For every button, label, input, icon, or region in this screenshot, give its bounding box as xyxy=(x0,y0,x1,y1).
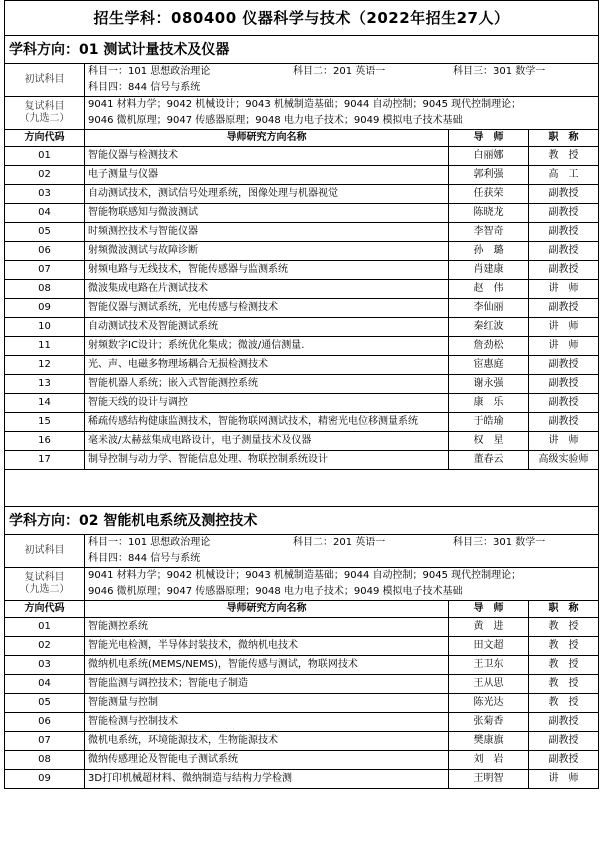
tutor-name: 张菊香 xyxy=(449,713,529,732)
direction-code: 02 xyxy=(5,637,85,656)
direction-code: 14 xyxy=(5,394,85,413)
direction-name: 智能监测与调控技术；智能电子制造 xyxy=(85,675,449,694)
tutor-name: 康 乐 xyxy=(449,394,529,413)
direction-name: 光、声、电磁多物理场耦合无损检测技术 xyxy=(85,356,449,375)
header-title: 职 称 xyxy=(529,130,599,147)
tutor-name: 王从思 xyxy=(449,675,529,694)
table-row xyxy=(5,185,599,204)
table-row xyxy=(5,451,599,470)
direction-code: 01 xyxy=(5,618,85,637)
table-row xyxy=(5,337,599,356)
exam-subject: 科目四：844 信号与系统 xyxy=(88,82,201,93)
direction-code: 08 xyxy=(5,280,85,299)
tutor-title: 副教授 xyxy=(529,185,599,204)
table-row xyxy=(5,413,599,432)
direction-code: 02 xyxy=(5,166,85,185)
direction-code: 10 xyxy=(5,318,85,337)
direction-name: 微波集成电路在片测试技术 xyxy=(85,280,449,299)
tutor-name: 赵 伟 xyxy=(449,280,529,299)
tutor-title: 教 授 xyxy=(529,147,599,166)
direction-name: 智能测量与控制 xyxy=(85,694,449,713)
exam-subject: 科目三：301 数学一 xyxy=(453,537,546,548)
tutor-title: 教 授 xyxy=(529,656,599,675)
table-row xyxy=(5,694,599,713)
direction-code: 06 xyxy=(5,713,85,732)
tutor-name: 刘 岩 xyxy=(449,751,529,770)
tutor-name: 白丽娜 xyxy=(449,147,529,166)
direction-code: 04 xyxy=(5,204,85,223)
tutor-title: 讲 师 xyxy=(529,318,599,337)
tutor-title: 讲 师 xyxy=(529,337,599,356)
tutor-name: 秦红波 xyxy=(449,318,529,337)
table-row xyxy=(5,394,599,413)
direction-code: 17 xyxy=(5,451,85,470)
direction-code: 07 xyxy=(5,732,85,751)
page-title: 招生学科：080400 仪器科学与技术（2022年招生27人） xyxy=(5,1,599,36)
exam-subject: 科目一：101 思想政治理论 xyxy=(88,66,211,77)
direction-name: 自动测试技术，测试信号处理系统，图像处理与机器视觉 xyxy=(85,185,449,204)
exam-subject: 科目二：201 英语一 xyxy=(293,537,386,548)
retest-label xyxy=(5,97,85,130)
direction-name: 射频微波测试与故障诊断 xyxy=(85,242,449,261)
direction-code: 12 xyxy=(5,356,85,375)
direction-code: 03 xyxy=(5,656,85,675)
direction-name: 智能检测与控制技术 xyxy=(85,713,449,732)
exam-subjects-row xyxy=(5,535,599,568)
tutor-name: 董春云 xyxy=(449,451,529,470)
tutor-name: 李仙丽 xyxy=(449,299,529,318)
direction-code: 15 xyxy=(5,413,85,432)
tutor-name: 于皓瑜 xyxy=(449,413,529,432)
table-header-row xyxy=(5,601,599,618)
retest-subjects-row xyxy=(5,568,599,601)
table-row xyxy=(5,656,599,675)
tutor-title: 教 授 xyxy=(529,675,599,694)
tutor-name: 任获荣 xyxy=(449,185,529,204)
direction-heading: 学科方向：01 测试计量技术及仪器 xyxy=(5,36,599,64)
direction-heading-row xyxy=(5,507,599,535)
direction-code: 11 xyxy=(5,337,85,356)
tutor-name: 田文超 xyxy=(449,637,529,656)
direction-code: 01 xyxy=(5,147,85,166)
tutor-title: 副教授 xyxy=(529,242,599,261)
tutor-name: 黄 进 xyxy=(449,618,529,637)
exam-subject: 科目四：844 信号与系统 xyxy=(88,553,201,564)
direction-name: 微纳机电系统(MEMS/NEMS)，智能传感与测试，物联网技术 xyxy=(85,656,449,675)
direction-name: 智能测控系统 xyxy=(85,618,449,637)
tutor-title: 副教授 xyxy=(529,204,599,223)
direction-name: 毫米波/太赫兹集成电路设计，电子测量技术及仪器 xyxy=(85,432,449,451)
tutor-name: 肖建康 xyxy=(449,261,529,280)
tutor-name: 谢永强 xyxy=(449,375,529,394)
direction-name: 电子测量与仪器 xyxy=(85,166,449,185)
tutor-title: 高级实验师 xyxy=(529,451,599,470)
section-spacer xyxy=(5,470,599,507)
direction-name: 智能机器人系统；嵌入式智能测控系统 xyxy=(85,375,449,394)
retest-subjects-row xyxy=(5,97,599,130)
tutor-name: 权 星 xyxy=(449,432,529,451)
direction-name: 微纳传感理论及智能电子测试系统 xyxy=(85,751,449,770)
table-row xyxy=(5,242,599,261)
direction-name: 3D打印机械超材料、微纳制造与结构力学检测 xyxy=(85,770,449,789)
exam-line-1 xyxy=(88,535,595,551)
retest-label-1: 复试科目 xyxy=(24,572,65,583)
table-row xyxy=(5,223,599,242)
direction-name: 稀疏传感结构健康监测技术，智能物联网测试技术，精密光电位移测量系统 xyxy=(85,413,449,432)
tutor-title: 副教授 xyxy=(529,751,599,770)
direction-code: 16 xyxy=(5,432,85,451)
exam-line-2 xyxy=(88,551,595,567)
tutor-title: 副教授 xyxy=(529,713,599,732)
retest-line-1: 9041 材料力学；9042 机械设计；9043 机械制造基础；9044 自动控制；9045 现代控制理论； xyxy=(88,99,522,110)
retest-line-2: 9046 微机原理；9047 传感器原理；9048 电力电子技术；9049 模拟电子技术基础 xyxy=(88,586,463,597)
header-direction: 导师研究方向名称 xyxy=(85,601,449,618)
header-tutor: 导 师 xyxy=(449,130,529,147)
direction-name: 智能仪器与检测技术 xyxy=(85,147,449,166)
direction-code: 04 xyxy=(5,675,85,694)
direction-name: 微机电系统，环境能源技术，生物能源技术 xyxy=(85,732,449,751)
table-row xyxy=(5,318,599,337)
direction-code: 07 xyxy=(5,261,85,280)
tutor-title: 副教授 xyxy=(529,299,599,318)
table-row xyxy=(5,204,599,223)
table-row xyxy=(5,770,599,789)
admission-table xyxy=(4,0,599,789)
tutor-title: 副教授 xyxy=(529,223,599,242)
tutor-name: 李智奇 xyxy=(449,223,529,242)
header-direction: 导师研究方向名称 xyxy=(85,130,449,147)
direction-code: 13 xyxy=(5,375,85,394)
direction-code: 09 xyxy=(5,770,85,789)
table-row xyxy=(5,751,599,770)
retest-subjects xyxy=(85,97,599,130)
exam-label: 初试科目 xyxy=(5,535,85,568)
spacer-cell xyxy=(5,470,599,507)
tutor-name: 郭利强 xyxy=(449,166,529,185)
direction-code: 05 xyxy=(5,223,85,242)
retest-line-2: 9046 微机原理；9047 传感器原理；9048 电力电子技术；9049 模拟电子技术基础 xyxy=(88,115,463,126)
table-row xyxy=(5,432,599,451)
direction-name: 智能仪器与测试系统，光电传感与检测技术 xyxy=(85,299,449,318)
header-tutor: 导 师 xyxy=(449,601,529,618)
tutor-title: 副教授 xyxy=(529,394,599,413)
retest-label-2: （九选二） xyxy=(19,113,70,124)
tutor-name: 王明智 xyxy=(449,770,529,789)
exam-subjects-row xyxy=(5,64,599,97)
exam-subject: 科目一：101 思想政治理论 xyxy=(88,537,211,548)
table-header-row xyxy=(5,130,599,147)
table-row xyxy=(5,732,599,751)
table-row xyxy=(5,280,599,299)
table-row xyxy=(5,637,599,656)
tutor-title: 教 授 xyxy=(529,637,599,656)
retest-line-1: 9041 材料力学；9042 机械设计；9043 机械制造基础；9044 自动控制；9045 现代控制理论； xyxy=(88,570,522,581)
direction-name: 智能光电检测，半导体封装技术，微纳机电技术 xyxy=(85,637,449,656)
tutor-title: 讲 师 xyxy=(529,770,599,789)
direction-name: 射频数字IC设计；系统优化集成；微波/通信测量. xyxy=(85,337,449,356)
exam-subjects xyxy=(85,64,599,97)
tutor-name: 陈光达 xyxy=(449,694,529,713)
tutor-name: 詹劲松 xyxy=(449,337,529,356)
tutor-title: 副教授 xyxy=(529,261,599,280)
header-code: 方向代码 xyxy=(5,601,85,618)
tutor-title: 讲 师 xyxy=(529,280,599,299)
direction-heading: 学科方向：02 智能机电系统及测控技术 xyxy=(5,507,599,535)
exam-subject: 科目三：301 数学一 xyxy=(453,66,546,77)
tutor-title: 教 授 xyxy=(529,694,599,713)
exam-label: 初试科目 xyxy=(5,64,85,97)
direction-code: 03 xyxy=(5,185,85,204)
tutor-title: 副教授 xyxy=(529,356,599,375)
table-row xyxy=(5,166,599,185)
tutor-name: 孙 璐 xyxy=(449,242,529,261)
direction-code: 05 xyxy=(5,694,85,713)
direction-code: 06 xyxy=(5,242,85,261)
exam-subject: 科目二：201 英语一 xyxy=(293,66,386,77)
direction-code: 08 xyxy=(5,751,85,770)
tutor-title: 教 授 xyxy=(529,618,599,637)
header-title: 职 称 xyxy=(529,601,599,618)
retest-label xyxy=(5,568,85,601)
retest-label-2: （九选二） xyxy=(19,584,70,595)
direction-name: 时频测控技术与智能仪器 xyxy=(85,223,449,242)
tutor-title: 副教授 xyxy=(529,732,599,751)
direction-heading-row xyxy=(5,36,599,64)
exam-line-2 xyxy=(88,80,595,96)
table-row xyxy=(5,356,599,375)
table-row xyxy=(5,618,599,637)
table-row xyxy=(5,261,599,280)
direction-name: 制导控制与动力学、智能信息处理、物联控制系统设计 xyxy=(85,451,449,470)
main-title-row xyxy=(5,1,599,36)
tutor-name: 樊康旗 xyxy=(449,732,529,751)
retest-subjects xyxy=(85,568,599,601)
tutor-name: 王卫东 xyxy=(449,656,529,675)
direction-name: 智能物联感知与微波测试 xyxy=(85,204,449,223)
tutor-title: 副教授 xyxy=(529,413,599,432)
tutor-title: 副教授 xyxy=(529,375,599,394)
table-row xyxy=(5,147,599,166)
table-row xyxy=(5,713,599,732)
exam-line-1 xyxy=(88,64,595,80)
retest-label-1: 复试科目 xyxy=(24,101,65,112)
tutor-name: 陈晓龙 xyxy=(449,204,529,223)
table-row xyxy=(5,375,599,394)
direction-name: 射频电路与无线技术，智能传感器与监测系统 xyxy=(85,261,449,280)
tutor-title: 讲 师 xyxy=(529,432,599,451)
direction-code: 09 xyxy=(5,299,85,318)
header-code: 方向代码 xyxy=(5,130,85,147)
direction-name: 智能天线的设计与调控 xyxy=(85,394,449,413)
exam-subjects xyxy=(85,535,599,568)
direction-name: 自动测试技术及智能测试系统 xyxy=(85,318,449,337)
table-row xyxy=(5,675,599,694)
tutor-title: 高 工 xyxy=(529,166,599,185)
table-row xyxy=(5,299,599,318)
tutor-name: 宦惠庭 xyxy=(449,356,529,375)
